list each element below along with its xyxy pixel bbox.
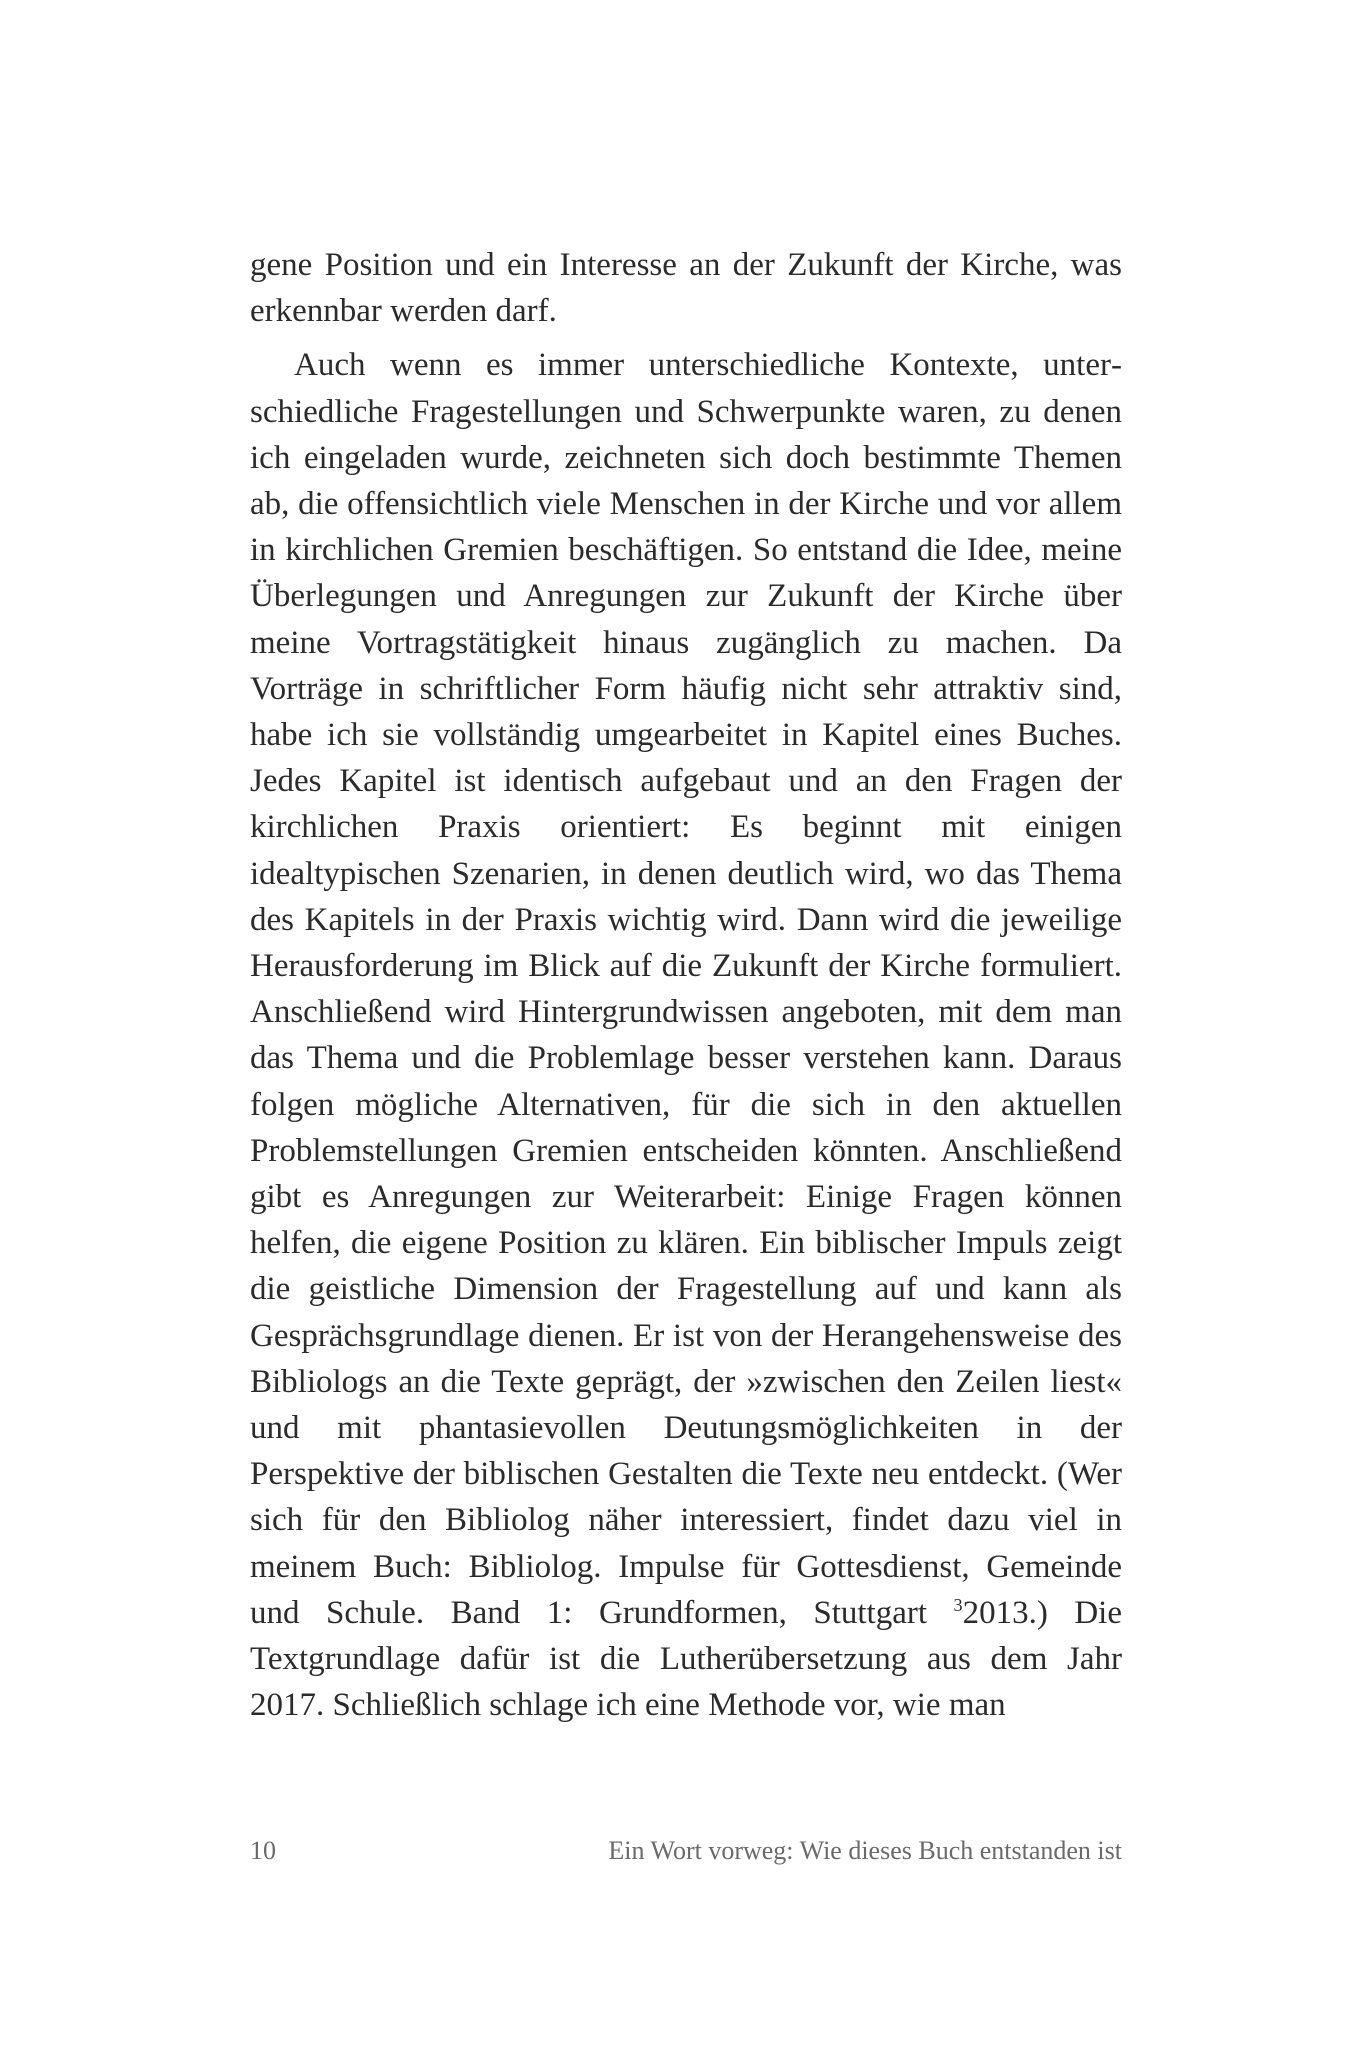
- paragraph-main-text: Auch wenn es immer unterschiedliche Kontexte, unterschiedliche Fragestellungen und Schwerpunkte waren, zu denen ich eingeladen wurde, zeichneten sich doch bestimmte Themen ab, die offensichtlich viele Menschen in der Kirche und vor allem in kirchlichen Gremien beschäftigen. So entstand die Idee, meine Überlegungen und Anregungen zur Zukunft der Kirche über meine Vortragstätigkeit hinaus zugänglich zu machen. Da Vorträge in schriftlicher Form häufig nicht sehr attraktiv sind, habe ich sie vollständig umgearbeitet in Kapitel eines Buches. Jedes Kapitel ist identisch aufgebaut und an den Fragen der kirchlichen Praxis orientiert: Es beginnt mit einigen idealtypischen Szenarien, in denen deutlich wird, wo das Thema des Kapitels in der Praxis wichtig wird. Dann wird die jeweilige Herausforderung im Blick auf die Zukunft der Kirche formuliert. Anschließend wird Hintergrundwissen angeboten, mit dem man das Thema und die Problemlage besser verstehen kann. Daraus folgen mögliche Alternativen, für die sich in den aktuellen Problemstellungen Gremien entscheiden könnten. Anschließend gibt es Anregungen zur Weiterarbeit: Einige Fragen können helfen, die eigene Position zu klären. Ein biblischer Impuls zeigt die geistliche Dimension der Fragestellung auf und kann als Gesprächsgrundlage dienen. Er ist von der Herangehensweise des Bibliologs an die Texte geprägt, der »zwischen den Zeilen liest« und mit phantasievollen Deutungsmöglichkeiten in der Perspektive der biblischen Gestalten die Texte neu entdeckt. (Wer sich für den Bibliolog näher interessiert, findet dazu viel in meinem Buch: Bibliolog. Impulse für Gottesdienst, Gemeinde und Schule. Band 1: Grundformen, Stuttgart: [250, 347, 1122, 1631]
- body-text: [250, 242, 1122, 1729]
- running-title: Ein Wort vorweg: Wie dieses Buch entstanden ist: [608, 1836, 1122, 1865]
- page-number: 10: [250, 1836, 276, 1865]
- paragraph-main: [250, 342, 1122, 1728]
- edition-superscript: 3: [953, 1594, 963, 1615]
- paragraph-main-text-end: 2013.) Die Textgrundlage dafür ist die Lutherübersetzung aus dem Jahr 2017. Schließlich schlage ich eine Methode vor, wie man: [250, 1594, 1122, 1724]
- paragraph-continued: gene Position und ein Interesse an der Zukunft der Kirche, was erkennbar werden darf.: [250, 247, 1122, 330]
